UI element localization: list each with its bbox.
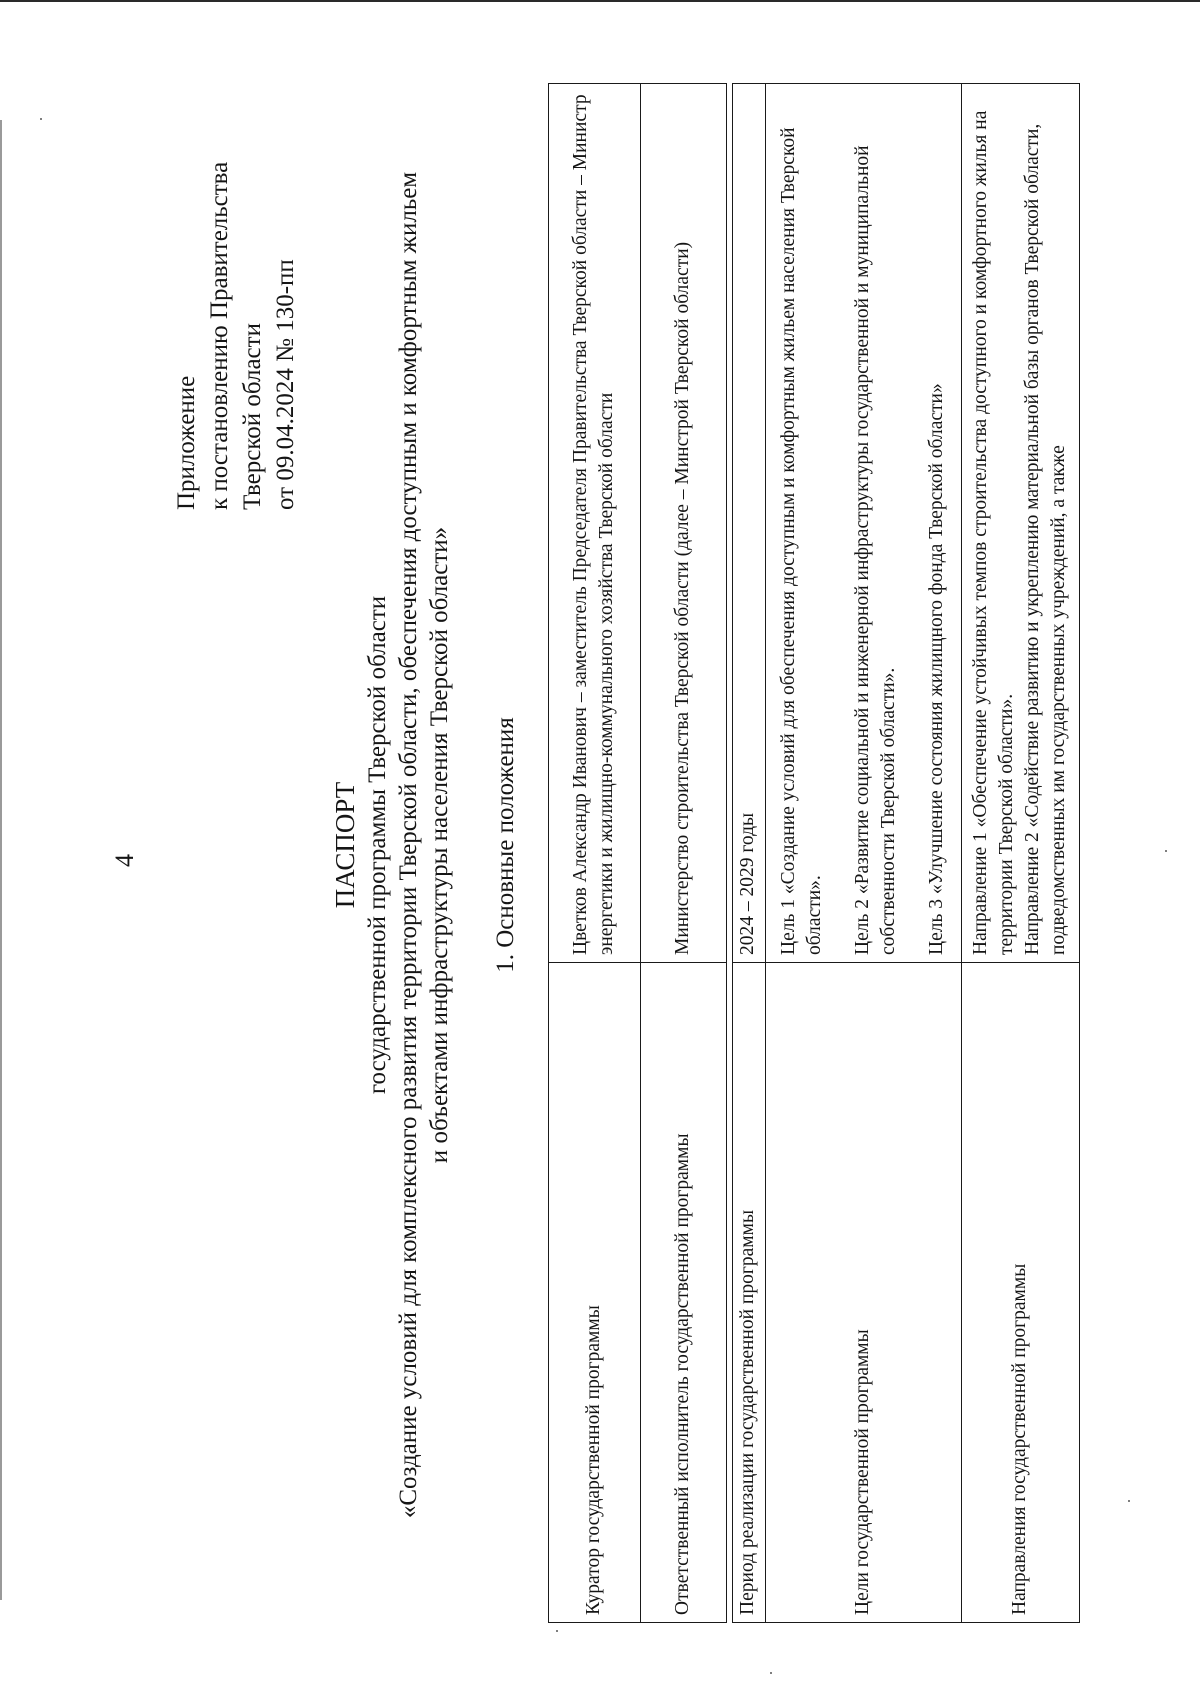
appendix-line: к постановлению Правительства xyxy=(206,161,233,510)
document-title xyxy=(330,45,455,1645)
appendix-line: Тверской области xyxy=(239,323,266,510)
row-label: Цели государственной программы xyxy=(766,963,962,1623)
program-details-table xyxy=(732,83,1080,1623)
title-line: государственной программы Тверской области xyxy=(364,595,391,1095)
row-label: Куратор государственной программы xyxy=(549,963,641,1623)
appendix-line: Приложение xyxy=(173,375,200,510)
table-row xyxy=(641,84,727,1623)
appendix-date-line: от 09.04.2024 № 130-пп xyxy=(272,259,299,510)
row-value: 2024 – 2029 годы xyxy=(733,84,766,963)
passport-heading: ПАСПОРТ xyxy=(330,781,360,909)
row-label: Направления государственной программы xyxy=(962,963,1080,1623)
title-line: «Создание условий для комплексного развития территории Тверской области, обеспечения доступным и комфортным жильем xyxy=(395,171,422,1519)
table-row xyxy=(962,84,1080,1623)
table-row xyxy=(549,84,641,1623)
row-value xyxy=(962,84,1080,963)
main-provisions-table xyxy=(548,83,727,1623)
page-number: 4 xyxy=(110,854,139,867)
appendix-note xyxy=(170,162,302,510)
title-line: и объектами инфраструктуры населения Тверской области» xyxy=(426,526,453,1164)
goal-item: Цель 1 «Создание условий для обеспечения доступным и комфортным жильем населения Тверской области». xyxy=(777,127,825,955)
direction-item: Направление 1 «Обеспечение устойчивых темпов строительства доступного и комфортного жилья на территории Тверской области». xyxy=(969,110,1017,955)
row-label: Период реализации государственной программы xyxy=(733,963,766,1623)
section-heading: 1. Основные положения xyxy=(492,717,519,973)
goal-item: Цель 2 «Развитие социальной и инженерной инфраструктуры государственной и муниципальной собственности Тверской области». xyxy=(851,145,899,955)
row-value: Министерство строительства Тверской области (далее – Минстрой Тверской области) xyxy=(641,84,727,963)
table-row xyxy=(766,84,962,1623)
row-value: Цветков Александр Иванович – заместитель Председателя Правительства Тверской области – Министр энергетики и жилищно-коммунального хозяйства Тверской области xyxy=(549,84,641,963)
row-label: Ответственный исполнитель государственной программы xyxy=(641,963,727,1623)
row-value xyxy=(766,84,962,963)
goal-item: Цель 3 «Улучшение состояния жилищного фонда Тверской области» xyxy=(925,383,947,955)
direction-item: Направление 2 «Содействие развитию и укреплению материальной базы органов Тверской области, подведомственных им государственных учреждений, а также xyxy=(1021,123,1069,955)
table-row xyxy=(733,84,766,1623)
